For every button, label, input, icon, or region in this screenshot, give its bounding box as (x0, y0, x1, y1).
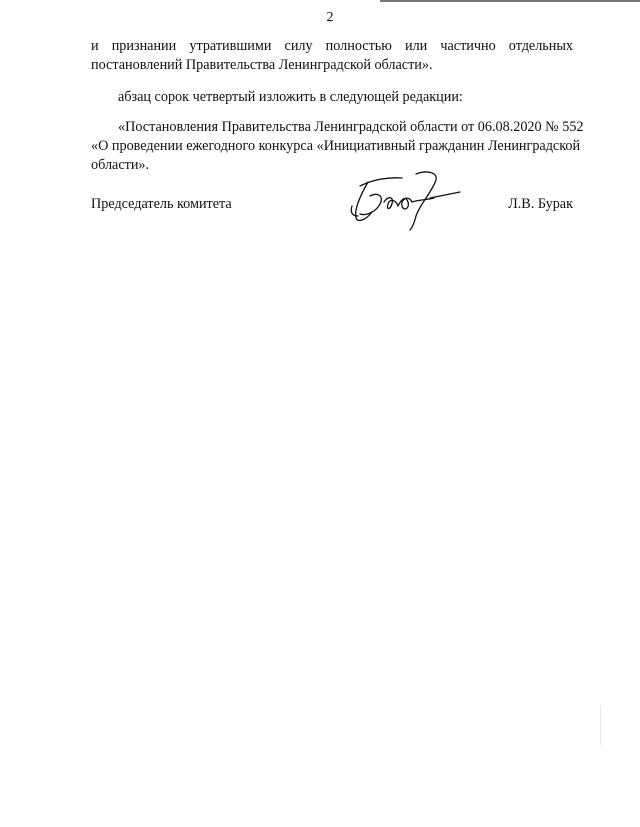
scan-artifact (600, 705, 601, 745)
paragraph-line: области». (91, 157, 150, 173)
paragraph-line: абзац сорок четвертый изложить в следующей редакции: (118, 89, 463, 105)
page-number: 2 (326, 10, 334, 25)
paragraph-instruction (91, 88, 573, 107)
paragraph-line: постановлений Правительства Ленинградской области». (91, 57, 433, 73)
paragraph-line: «Постановления Правительства Ленинградской области от 06.08.2020 № 552 (118, 119, 584, 135)
signature-block (91, 196, 573, 236)
signatory-title: Председатель комитета (91, 196, 232, 212)
scan-top-edge (380, 0, 640, 2)
paragraph-line: и признании утратившими силу полностью или частично отдельных (91, 38, 573, 54)
signatory-name: Л.В. Бурак (508, 196, 573, 212)
handwritten-signature (346, 166, 462, 232)
paragraph-new-wording (91, 118, 584, 175)
paragraph-continuation (91, 37, 573, 75)
paragraph-line: «О проведении ежегодного конкурса «Инициативный гражданин Ленинградской (91, 138, 581, 154)
